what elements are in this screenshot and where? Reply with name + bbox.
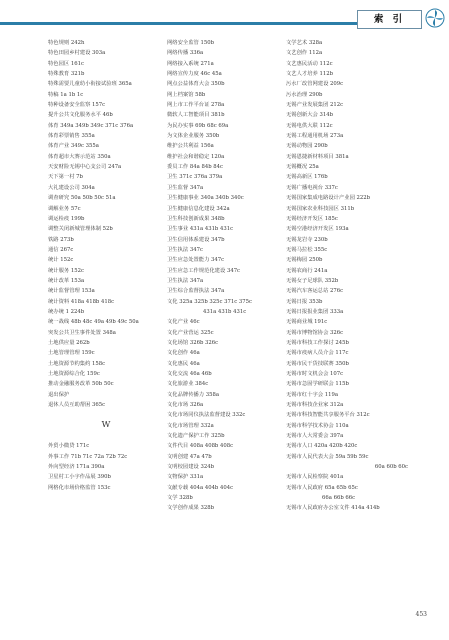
index-entry: 维护公共利益 156a [167,143,214,150]
index-entry: 无锡市时文机会会 107c [286,371,344,377]
index-entry: 文化交流 46a 46b [167,371,212,377]
index-entry: 文化市场 326a [167,402,204,409]
index-entry: 铁路 273b [48,236,74,243]
index-entry: 无锡市人大常委会 397a [286,433,344,440]
index-entry: 文学 328b [167,495,193,502]
index-entry: 卫生综合监督执法 347a [167,288,225,295]
index-entry: 统计改革 153a [48,277,85,284]
index-entry: 微软人工智能项目 381b [167,112,225,119]
decorative-pinwheel-icon [425,8,445,28]
index-entry: 网络宣传力度 46c 45a [167,71,222,78]
index-entry: 提升公共文化服务水平 46b [48,112,113,119]
index-entry: 为民办实事 69b 68c 69a [167,122,229,129]
index-entry-continuation: 60a 60b 60c [374,464,408,471]
index-entry: 文明校园建设 324b [167,464,214,471]
index-entry: 体育超市大赛示范站 350a [48,153,111,160]
index-entry: 无锡商业城 191c [286,319,328,326]
index-entry: 无锡农商行 241a [286,267,328,274]
index-entry: 为文体企业服务 350b [167,133,220,140]
index-entry: 无锡市人民政府 65a 65b 65c [286,484,358,491]
index-entry: 文物保护 331a [167,474,204,481]
index-entry: 卫生事业 431a 431b 431c [167,226,234,233]
index-entry: 体育产业 349c 355a [48,143,99,150]
index-entry: 文化场馆 326b 326c [167,339,219,346]
index-entry: 无锡马拉松 355c [286,246,328,253]
index-entry: 卫生信用体系建设 347b [167,236,225,243]
index-entry: 土地管理管理 159c [48,350,95,357]
index-entry: 无锡日报报业集团 333a [286,308,344,315]
index-entry: 调运检疫 199b [48,215,85,222]
index-entry: 无锡梅园 250b [286,257,323,264]
index-entry: 大礼建设公司 304a [48,184,95,191]
index-entry: 无锡经济开发区 185c [286,215,338,222]
index-entry: 无锡女子足球队 352b [286,277,339,284]
index-entry: 无锡市科技智能共享服务平台 312c [286,412,370,419]
index-entry: 无锡产业发展集团 212c [286,102,344,109]
index-entry: 统计服务 152c [48,267,84,274]
index-entry: 网点公益体育大会 350b [167,81,225,88]
index-entry: 文学艺术 328a [286,40,323,46]
index-entry: 文化产业营运 325c [167,329,214,336]
index-entry: 无锡日报 353b [286,298,323,305]
index-entry: 天安财险无锡中心支公司 247a [48,164,122,171]
index-entry: 网络安全监管 150b [167,40,214,46]
index-entry: 特稿 1a 1b 1c [48,91,84,98]
index-entry: 无锡市疫病人员介会 117c [286,350,349,357]
index-entry: 网上档案馆 58b [167,91,206,98]
index-entry: 无锡广播电视台 337c [286,184,338,191]
index-entry: 无锡概况 25a [286,164,319,171]
index-entry: 土地供应量 262b [48,339,90,346]
index-entry: 文化 325a 325b 325c 371c 375c [167,298,253,305]
index-entry: 统计资料 418a 418b 418c [48,298,115,305]
index-entry: 维护社会和谐稳定 120a [167,153,225,160]
index-entry: 调查研究 50a 50b 50c 51a [48,195,116,202]
index-entry: 体育彩票销售 355a [48,133,95,140]
index-entry: 特色田园乡村建设 303a [48,50,106,57]
index-entry: 文艺惠民活动 112c [286,60,333,67]
index-entry: 无锡市人口 420a 420b 420c [286,443,358,450]
index-entry: 委员工作 84a 84b 84c [167,164,223,171]
index-entry: 文艺人才培养 112b [286,71,333,78]
index-entry: 卫生应急处置能力 347c [167,257,225,264]
index-entry: 卫生科技创新成果 348b [167,215,225,222]
index-entry: 文化产业 46c [167,319,200,326]
index-entry: 调整关闭新城管理体制 52b [48,226,113,233]
index-entry: 文艺创作 112a [286,50,323,57]
index-column-3 [286,38,414,514]
page-number: 453 [415,611,427,618]
index-entry: 无锡空港经济开发区 193a [286,226,349,233]
page-header [0,0,449,34]
index-entry: 网络接入系统 271a [167,60,214,67]
index-entry: 推动金融服务改革 50b 50c [48,381,114,388]
index-entry: 天下第一村 7b [48,174,83,181]
index-entry: 无锡市人民政府办公室文件 414a 414b [286,505,380,512]
index-entry: 卫生 371c 376a 379a [167,174,223,181]
index-entry: 无锡龙岩寺 230b [286,236,328,243]
index-entry: 统办统 1 224b [48,308,85,315]
index-entry: 无锡动物园 290b [286,143,328,150]
index-entry: 特殊需要儿童幼小衔接试验班 365a [48,81,132,88]
index-entry: 污水厂改管网建设 209c [286,81,344,88]
index-entry: 特殊教育 321b [48,71,85,78]
index-entry: 污水治理 290b [286,91,323,98]
index-entry: 文学创作成果 328b [167,505,214,512]
index-entry: 网格化市场价格监管 153c [48,484,111,491]
index-entry: 无锡国家农业科技园区 311b [286,205,355,212]
index-entry: 文化市场管理 332a [167,422,214,429]
index-entry: 文化市场同仪执法监督建设 332c [167,412,246,419]
index-entry: 外向型经济 171a 390a [48,464,105,471]
index-entry-continuation: 431a 431b 431c [203,308,247,315]
header-rule [0,22,357,25]
index-entry: 文件代目 408a 408b 408c [167,443,234,450]
index-entry: 无锡市人民检察院 401a [286,474,344,481]
index-entry: 突发公共卫生事件处置 348a [48,329,116,336]
index-section-letter: W [101,420,111,431]
index-entry: 卫生健康事业 340a 340b 340c [167,195,244,202]
index-entry: 无锡恩捷新材料项目 381a [286,153,349,160]
index-entry: 统计监督管理 153a [48,288,95,295]
index-entry: 土地资源综合化 159c [48,371,100,377]
index-entry: 网上市工作平台证 278a [167,102,225,109]
index-entry: 通信 267c [48,246,74,253]
index-entry: 卫生健康信息化建设 342a [167,205,230,212]
index-entry: 文化惠民 46a [167,360,200,367]
index-entry: 网络传播 336a [167,50,204,57]
index-entry: 调解业务 57c [48,205,81,212]
index-entry: 无锡市急固学研联会 115b [286,381,349,388]
index-entry: 无锡市科学技术协会 110a [286,422,349,429]
index-entry: 卫生执法 347a [167,277,204,284]
index-entry: 退休人员互助帮困 365c [48,402,106,409]
index-entry: 特色规则 242h [48,40,85,46]
index-entry: 无锡汽车客运总站 276c [286,288,344,295]
index-entry: 无锡市博物馆协会 326c [286,329,344,336]
index-entry: 无锡市科技工作探讨 245b [286,339,349,346]
index-entry: 无锡工程通用机场 273a [286,133,344,140]
index-entry: 体育 349a 349b 349c 371c 376a [48,122,134,129]
index-entry: 卫生应急工作规范化建设 347c [167,267,241,274]
index-entry: 文化品牌传播力 358a [167,391,220,398]
header-title-box [357,10,422,29]
index-entry-continuation: 66a 66b 66c [322,495,356,502]
page-title: 索 引 [373,14,406,25]
index-column-2 [167,38,283,514]
index-entry: 土地资源节约集约 158c [48,360,106,367]
index-entry: 外贸小微贷 171c [48,443,90,450]
index-entry: 无锡市人民代表大会 59a 59b 59c [286,453,369,460]
index-entry: 外事工作 71b 71c 72a 72b 72c [48,453,128,460]
index-entry: 卫生监督 347a [167,184,204,191]
index-entry: 特色园区 161c [48,60,84,67]
index-column-1 [48,38,164,493]
index-entry: 文化遗产保护工作 325b [167,433,225,440]
index-entry: 文化旅游业 384c [167,381,209,388]
index-entry: 无锡创新大会 314b [286,112,333,119]
index-entry: 无锡市科技企业家 312a [286,402,344,409]
index-entry: 无锡电供大联 112c [286,122,333,129]
index-entry: 无锡高新区 176b [286,174,328,181]
index-entry: 特种设备安全监察 157c [48,102,106,109]
index-entry: 统一战线 48b 48c 49a 49b 49c 50a [48,319,139,326]
index-entry: 文献专载 404a 404b 404c [167,484,234,491]
index-entry: 退出保护 [48,391,70,398]
index-entry: 卫星村工小字作品展 390b [48,474,111,481]
index-entry: 无锡市红十字会 119a [286,391,339,398]
index-entry: 无锡国家集成电路设计产业园 222b [286,195,371,202]
index-entry: 文化创作 46a [167,350,200,357]
index-entry: 卫生执法 347c [167,246,203,253]
index-entry: 统计 152c [48,257,74,264]
index-entry: 无锡市民干货技联赛 350b [286,360,349,367]
index-entry: 文明创建 47a 47b [167,453,212,460]
